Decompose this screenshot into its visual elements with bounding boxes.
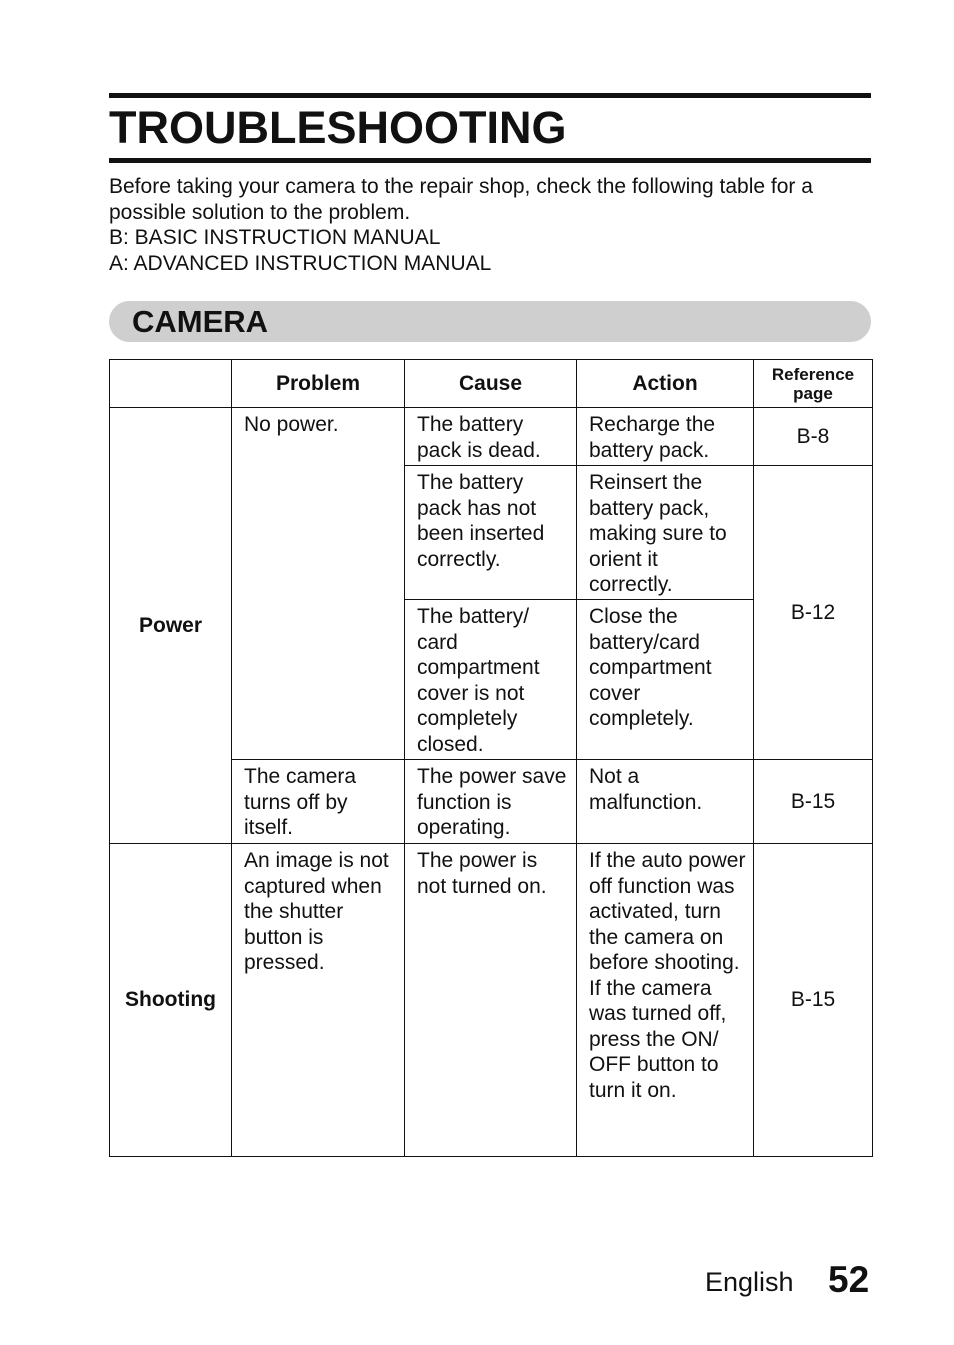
- footer-language: English: [705, 1267, 794, 1297]
- header-category: [110, 360, 232, 408]
- cause-cell: The battery/ card compartment cover is not completely closed.: [405, 600, 577, 760]
- header-problem: Problem: [232, 360, 405, 408]
- intro-line: B: BASIC INSTRUCTION MANUAL: [109, 226, 441, 250]
- header-action: Action: [577, 360, 754, 408]
- section-bar: [109, 301, 871, 342]
- page-title: TROUBLESHOOTING: [109, 102, 567, 153]
- action-cell: Close the battery/card compartment cover completely.: [577, 600, 754, 760]
- intro-line: possible solution to the problem.: [109, 200, 411, 224]
- table-row: [110, 844, 873, 1157]
- action-cell: Not a malfunction.: [577, 760, 754, 844]
- cause-cell: The power save function is operating.: [405, 760, 577, 844]
- intro-line: A: ADVANCED INSTRUCTION MANUAL: [109, 252, 492, 276]
- section-title: CAMERA: [132, 304, 269, 339]
- intro-text: [109, 174, 879, 277]
- action-cell: Recharge the battery pack.: [577, 408, 754, 466]
- action-cell: Reinsert the battery pack, making sure to orient it correctly.: [577, 466, 754, 600]
- problem-cell: An image is not captured when the shutter button is pressed.: [232, 844, 405, 1157]
- reference-cell: B-8: [754, 408, 873, 466]
- cause-cell: The power is not turned on.: [405, 844, 577, 1157]
- cause-cell: The battery pack is dead.: [405, 408, 577, 466]
- intro-line: Before taking your camera to the repair shop, check the following table for a: [109, 175, 813, 198]
- reference-cell: B-15: [754, 844, 873, 1157]
- title-block: [109, 93, 871, 163]
- header-reference: Reference page: [754, 360, 873, 408]
- table-header-row: [110, 360, 873, 408]
- troubleshooting-table: [109, 359, 873, 1157]
- category-power: Power: [110, 408, 232, 844]
- problem-cell: The camera turns off by itself.: [232, 760, 405, 844]
- cause-cell: The battery pack has not been inserted correctly.: [405, 466, 577, 600]
- problem-cell: No power.: [232, 408, 405, 760]
- table-row: [110, 408, 873, 466]
- page-number: 52: [828, 1259, 870, 1300]
- header-cause: Cause: [405, 360, 577, 408]
- reference-cell: B-12: [754, 466, 873, 760]
- category-shooting: Shooting: [110, 844, 232, 1157]
- action-cell: If the auto power off function was activated, turn the camera on before shooting. If the camera was turned off, press the ON/ OFF button to turn it on.: [577, 844, 754, 1157]
- reference-cell: B-15: [754, 760, 873, 844]
